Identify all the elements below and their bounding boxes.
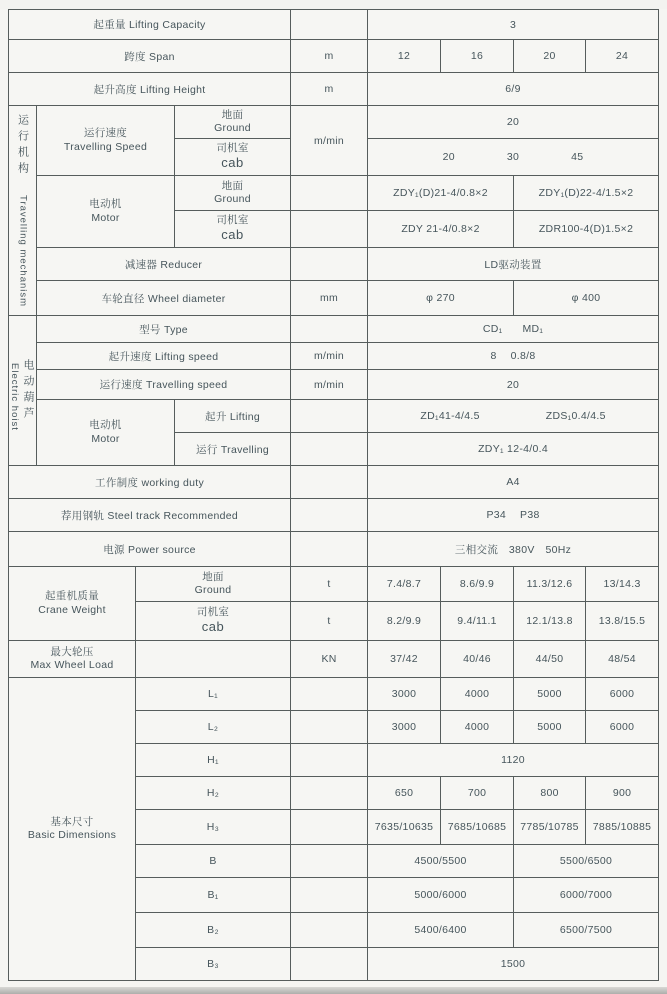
hoist-lifting-speed-v2: 0.8/8 bbox=[510, 350, 536, 362]
section-electric-hoist-zh: 电动葫芦 bbox=[22, 358, 34, 423]
max-wheel-load-unit: KN bbox=[291, 641, 368, 678]
dim-h3-v1: 7635/10635 bbox=[368, 810, 441, 845]
crane-weight-ground-v1: 7.4/8.7 bbox=[368, 567, 441, 602]
section-crane-weight bbox=[9, 567, 136, 641]
reducer-label: 减速器 Reducer bbox=[37, 248, 291, 281]
crane-spec-table bbox=[8, 9, 659, 981]
travel-motor-ground-unit bbox=[291, 176, 368, 211]
dim-b3-symbol: B₃ bbox=[136, 948, 291, 981]
hoist-type-values bbox=[368, 316, 659, 343]
max-wheel-load-v3: 44/50 bbox=[514, 641, 586, 678]
row-hoist-lifting-speed bbox=[9, 343, 659, 370]
dim-b-left: 4500/5500 bbox=[368, 845, 514, 878]
dim-b-symbol: B bbox=[136, 845, 291, 878]
dim-h1-value: 1120 bbox=[368, 744, 659, 777]
scanned-spec-sheet bbox=[0, 9, 667, 994]
row-max-wheel-load bbox=[9, 641, 659, 678]
row-working-duty bbox=[9, 466, 659, 499]
hoist-motor-travelling-unit bbox=[291, 433, 368, 466]
span-value-24: 24 bbox=[586, 40, 659, 73]
dim-h2-v2: 700 bbox=[441, 777, 514, 810]
hoist-lifting-speed-unit: m/min bbox=[291, 343, 368, 370]
row-lifting-height bbox=[9, 73, 659, 106]
ground-label-zh: 地面 bbox=[221, 108, 244, 121]
power-source-label: 电源 Power source bbox=[9, 532, 291, 567]
wheel-diameter-label: 车轮直径 Wheel diameter bbox=[37, 281, 291, 316]
max-wheel-load-v4: 48/54 bbox=[586, 641, 659, 678]
dim-l1-v3: 5000 bbox=[514, 678, 586, 711]
cab-label-zh: 司机室 bbox=[196, 606, 230, 619]
travelling-speed-label-en: Travelling Speed bbox=[63, 140, 148, 153]
row-dim-l1 bbox=[9, 678, 659, 711]
basic-dimensions-en: Basic Dimensions bbox=[27, 829, 117, 841]
hoist-type-unit bbox=[291, 316, 368, 343]
steel-track-p34: P34 bbox=[486, 509, 507, 521]
row-wheel-diameter bbox=[9, 281, 659, 316]
hoist-motor-label bbox=[37, 400, 175, 466]
lifting-height-unit: m bbox=[291, 73, 368, 106]
ground-label-zh: 地面 bbox=[221, 179, 244, 192]
max-wheel-load-en: Max Wheel Load bbox=[30, 659, 114, 671]
wheel-diameter-unit: mm bbox=[291, 281, 368, 316]
ground-label-en: Ground bbox=[214, 122, 251, 134]
crane-weight-cab-v4: 13.8/15.5 bbox=[586, 602, 659, 641]
cab-label-en: cab bbox=[221, 227, 244, 243]
cab-label-zh: 司机室 bbox=[216, 214, 249, 227]
max-wheel-load-spacer bbox=[136, 641, 291, 678]
dim-h1-symbol: H₁ bbox=[136, 744, 291, 777]
hoist-motor-lifting-label: 起升 Lifting bbox=[175, 400, 291, 433]
travel-motor-ground-left: ZDY₁(D)21-4/0.8×2 bbox=[368, 176, 514, 211]
dim-b2-unit bbox=[291, 913, 368, 948]
ground-label-en: Ground bbox=[214, 193, 251, 205]
travel-motor-label-en: Motor bbox=[91, 211, 120, 224]
working-duty-value: A4 bbox=[368, 466, 659, 499]
cab-speed-45: 45 bbox=[571, 151, 584, 163]
steel-track-unit bbox=[291, 499, 368, 532]
dim-h3-unit bbox=[291, 810, 368, 845]
lifting-height-value: 6/9 bbox=[368, 73, 659, 106]
dim-b2-symbol: B₂ bbox=[136, 913, 291, 948]
travel-motor-cab-unit bbox=[291, 211, 368, 248]
travel-motor-label-zh: 电动机 bbox=[89, 198, 122, 211]
hoist-motor-label-en: Motor bbox=[91, 432, 120, 445]
travelling-speed-ground-label bbox=[175, 106, 291, 139]
dim-l1-unit bbox=[291, 678, 368, 711]
dim-b-right: 5500/6500 bbox=[514, 845, 659, 878]
power-source-value: 三相交流 380V 50Hz bbox=[368, 532, 659, 567]
dim-l2-unit bbox=[291, 711, 368, 744]
section-travelling-mechanism-zh: 运行机构 bbox=[16, 114, 29, 179]
working-duty-unit bbox=[291, 466, 368, 499]
hoist-travelling-speed-value: 20 bbox=[368, 370, 659, 400]
section-max-wheel-load bbox=[9, 641, 136, 678]
dim-h2-v3: 800 bbox=[514, 777, 586, 810]
travel-motor-cab-right: ZDR100-4(D)1.5×2 bbox=[514, 211, 659, 248]
steel-track-label: 荐用钢轨 Steel track Recommended bbox=[9, 499, 291, 532]
lifting-capacity-label: 起重量 Lifting Capacity bbox=[9, 10, 291, 40]
hoist-travelling-speed-label: 运行速度 Travelling speed bbox=[37, 370, 291, 400]
max-wheel-load-zh: 最大轮压 bbox=[50, 645, 94, 658]
crane-weight-cab-v1: 8.2/9.9 bbox=[368, 602, 441, 641]
row-lifting-capacity bbox=[9, 10, 659, 40]
ground-label-en: Ground bbox=[194, 584, 232, 596]
crane-weight-cab-unit: t bbox=[291, 602, 368, 641]
span-value-20: 20 bbox=[514, 40, 586, 73]
travel-motor-cab-left: ZDY 21-4/0.8×2 bbox=[368, 211, 514, 248]
travelling-speed-cab-label bbox=[175, 139, 291, 176]
reducer-unit bbox=[291, 248, 368, 281]
section-electric-hoist-en: Electric hoist bbox=[9, 362, 20, 431]
cab-label-zh: 司机室 bbox=[216, 142, 249, 155]
travelling-speed-label bbox=[37, 106, 175, 176]
crane-weight-cab-v2: 9.4/11.1 bbox=[441, 602, 514, 641]
row-reducer bbox=[9, 248, 659, 281]
dim-l1-v4: 6000 bbox=[586, 678, 659, 711]
row-steel-track bbox=[9, 499, 659, 532]
wheel-diameter-left: φ 270 bbox=[368, 281, 514, 316]
hoist-type-cd1: CD₁ bbox=[482, 323, 503, 335]
span-unit: m bbox=[291, 40, 368, 73]
dim-b1-right: 6000/7000 bbox=[514, 878, 659, 913]
row-power-source bbox=[9, 532, 659, 567]
crane-weight-ground-label bbox=[136, 567, 291, 602]
hoist-motor-lifting-unit bbox=[291, 400, 368, 433]
working-duty-label: 工作制度 working duty bbox=[9, 466, 291, 499]
steel-track-values bbox=[368, 499, 659, 532]
crane-weight-cab-label bbox=[136, 602, 291, 641]
dim-l2-v1: 3000 bbox=[368, 711, 441, 744]
dim-h3-v3: 7785/10785 bbox=[514, 810, 586, 845]
dim-l2-v3: 5000 bbox=[514, 711, 586, 744]
dim-b1-symbol: B₁ bbox=[136, 878, 291, 913]
span-value-12: 12 bbox=[368, 40, 441, 73]
lifting-height-label: 起升高度 Lifting Height bbox=[9, 73, 291, 106]
dim-b2-left: 5400/6400 bbox=[368, 913, 514, 948]
max-wheel-load-v2: 40/46 bbox=[441, 641, 514, 678]
hoist-motor-label-zh: 电动机 bbox=[89, 419, 122, 432]
row-travelling-speed-ground bbox=[9, 106, 659, 139]
dim-l2-symbol: L₂ bbox=[136, 711, 291, 744]
dim-b1-unit bbox=[291, 878, 368, 913]
dim-l1-symbol: L₁ bbox=[136, 678, 291, 711]
ground-label-zh: 地面 bbox=[202, 570, 224, 583]
dim-b-unit bbox=[291, 845, 368, 878]
row-travel-motor-ground bbox=[9, 176, 659, 211]
row-hoist-travelling-speed bbox=[9, 370, 659, 400]
wheel-diameter-right: φ 400 bbox=[514, 281, 659, 316]
section-electric-hoist bbox=[9, 316, 37, 466]
hoist-motor-lifting-values bbox=[368, 400, 659, 433]
dim-h2-unit bbox=[291, 777, 368, 810]
reducer-value: LD驱动装置 bbox=[368, 248, 659, 281]
crane-weight-ground-v2: 8.6/9.9 bbox=[441, 567, 514, 602]
crane-weight-cab-v3: 12.1/13.8 bbox=[514, 602, 586, 641]
row-crane-weight-ground bbox=[9, 567, 659, 602]
dim-h1-unit bbox=[291, 744, 368, 777]
dim-h3-v4: 7885/10885 bbox=[586, 810, 659, 845]
hoist-type-md1: MD₁ bbox=[522, 323, 544, 335]
power-source-unit bbox=[291, 532, 368, 567]
dim-l2-v4: 6000 bbox=[586, 711, 659, 744]
crane-weight-ground-v4: 13/14.3 bbox=[586, 567, 659, 602]
row-hoist-motor-lifting bbox=[9, 400, 659, 433]
steel-track-p38: P38 bbox=[520, 509, 540, 521]
span-value-16: 16 bbox=[441, 40, 514, 73]
dim-l1-v2: 4000 bbox=[441, 678, 514, 711]
section-travelling-mechanism-en: Travelling mechanism bbox=[17, 194, 29, 307]
section-travelling-mechanism bbox=[9, 106, 37, 316]
travel-motor-ground-label bbox=[175, 176, 291, 211]
dim-h2-v4: 900 bbox=[586, 777, 659, 810]
cab-label-en: cab bbox=[221, 155, 244, 171]
hoist-travelling-speed-unit: m/min bbox=[291, 370, 368, 400]
dim-h2-v1: 650 bbox=[368, 777, 441, 810]
travelling-speed-label-zh: 运行速度 bbox=[83, 127, 128, 140]
dim-b3-value: 1500 bbox=[368, 948, 659, 981]
travelling-speed-ground-value: 20 bbox=[368, 106, 659, 139]
hoist-motor-lifting-v2: ZDS₁0.4/4.5 bbox=[545, 410, 606, 422]
span-label: 跨度 Span bbox=[9, 40, 291, 73]
dim-h2-symbol: H₂ bbox=[136, 777, 291, 810]
dim-l2-v2: 4000 bbox=[441, 711, 514, 744]
scan-bottom-edge bbox=[0, 987, 667, 994]
dim-l1-v1: 3000 bbox=[368, 678, 441, 711]
lifting-capacity-unit bbox=[291, 10, 368, 40]
hoist-motor-travelling-label: 运行 Travelling bbox=[175, 433, 291, 466]
crane-weight-ground-unit: t bbox=[291, 567, 368, 602]
travelling-speed-cab-values bbox=[368, 139, 659, 176]
hoist-motor-travelling-value: ZDY₁ 12-4/0.4 bbox=[368, 433, 659, 466]
cab-label-en: cab bbox=[201, 619, 225, 635]
dim-b3-unit bbox=[291, 948, 368, 981]
basic-dimensions-zh: 基本尺寸 bbox=[50, 815, 94, 828]
lifting-capacity-value: 3 bbox=[368, 10, 659, 40]
hoist-motor-lifting-v1: ZD₁41-4/4.5 bbox=[420, 410, 480, 422]
crane-weight-ground-v3: 11.3/12.6 bbox=[514, 567, 586, 602]
section-basic-dimensions bbox=[9, 678, 136, 981]
cab-speed-20: 20 bbox=[442, 151, 455, 163]
dim-b1-left: 5000/6000 bbox=[368, 878, 514, 913]
section-crane-weight-en: Crane Weight bbox=[38, 603, 106, 616]
hoist-lifting-speed-v1: 8 bbox=[490, 350, 497, 362]
row-hoist-type bbox=[9, 316, 659, 343]
travel-motor-ground-right: ZDY₁(D)22-4/1.5×2 bbox=[514, 176, 659, 211]
cab-speed-30: 30 bbox=[506, 151, 520, 163]
dim-h3-symbol: H₃ bbox=[136, 810, 291, 845]
hoist-lifting-speed-values bbox=[368, 343, 659, 370]
travelling-speed-unit: m/min bbox=[291, 106, 368, 176]
section-crane-weight-zh: 起重机质量 bbox=[45, 590, 99, 603]
travel-motor-label bbox=[37, 176, 175, 248]
max-wheel-load-v1: 37/42 bbox=[368, 641, 441, 678]
dim-h3-v2: 7685/10685 bbox=[441, 810, 514, 845]
hoist-type-label: 型号 Type bbox=[37, 316, 291, 343]
hoist-lifting-speed-label: 起升速度 Lifting speed bbox=[37, 343, 291, 370]
dim-b2-right: 6500/7500 bbox=[514, 913, 659, 948]
row-span bbox=[9, 40, 659, 73]
travel-motor-cab-label bbox=[175, 211, 291, 248]
